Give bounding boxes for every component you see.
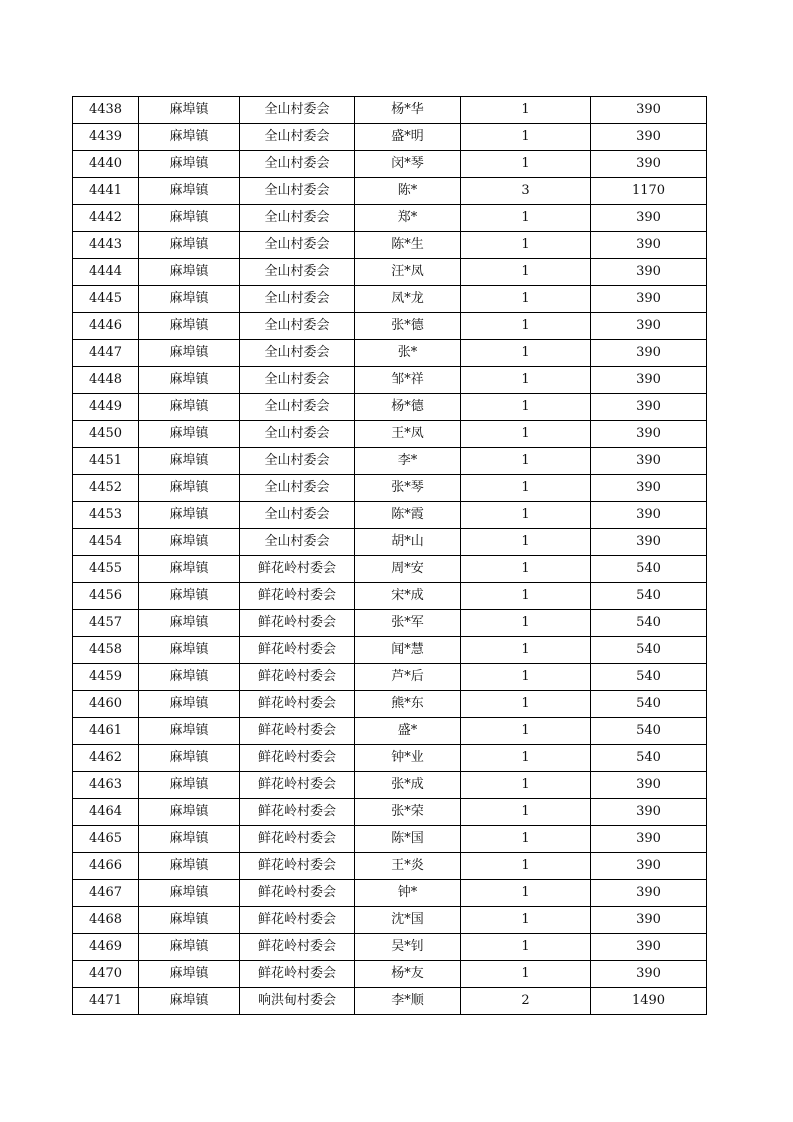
name-cell: 钟* xyxy=(355,880,461,907)
village-committee-cell: 鲜花岭村委会 xyxy=(240,637,355,664)
table-row xyxy=(73,691,707,718)
table-row xyxy=(73,529,707,556)
amount-cell: 540 xyxy=(591,556,707,583)
village-committee-cell: 全山村委会 xyxy=(240,313,355,340)
village-committee-cell: 全山村委会 xyxy=(240,448,355,475)
town-cell: 麻埠镇 xyxy=(139,475,240,502)
name-cell: 盛* xyxy=(355,718,461,745)
count-cell: 1 xyxy=(461,610,591,637)
amount-cell: 390 xyxy=(591,286,707,313)
village-committee-cell: 全山村委会 xyxy=(240,286,355,313)
village-committee-cell: 全山村委会 xyxy=(240,124,355,151)
row-number-cell: 4445 xyxy=(73,286,139,313)
row-number-cell: 4463 xyxy=(73,772,139,799)
name-cell: 杨*友 xyxy=(355,961,461,988)
name-cell: 李* xyxy=(355,448,461,475)
table-row xyxy=(73,286,707,313)
table-row xyxy=(73,745,707,772)
amount-cell: 540 xyxy=(591,583,707,610)
town-cell: 麻埠镇 xyxy=(139,799,240,826)
name-cell: 陈* xyxy=(355,178,461,205)
name-cell: 张*德 xyxy=(355,313,461,340)
name-cell: 凤*龙 xyxy=(355,286,461,313)
count-cell: 1 xyxy=(461,772,591,799)
amount-cell: 390 xyxy=(591,421,707,448)
amount-cell: 1170 xyxy=(591,178,707,205)
village-committee-cell: 全山村委会 xyxy=(240,232,355,259)
row-number-cell: 4455 xyxy=(73,556,139,583)
row-number-cell: 4446 xyxy=(73,313,139,340)
village-committee-cell: 鲜花岭村委会 xyxy=(240,880,355,907)
amount-cell: 390 xyxy=(591,394,707,421)
name-cell: 钟*业 xyxy=(355,745,461,772)
table-row xyxy=(73,232,707,259)
town-cell: 麻埠镇 xyxy=(139,610,240,637)
village-committee-cell: 全山村委会 xyxy=(240,394,355,421)
town-cell: 麻埠镇 xyxy=(139,124,240,151)
village-committee-cell: 全山村委会 xyxy=(240,502,355,529)
table-row xyxy=(73,961,707,988)
town-cell: 麻埠镇 xyxy=(139,745,240,772)
count-cell: 1 xyxy=(461,880,591,907)
table-row xyxy=(73,151,707,178)
table-row xyxy=(73,772,707,799)
count-cell: 1 xyxy=(461,556,591,583)
count-cell: 1 xyxy=(461,151,591,178)
row-number-cell: 4449 xyxy=(73,394,139,421)
village-committee-cell: 全山村委会 xyxy=(240,259,355,286)
row-number-cell: 4448 xyxy=(73,367,139,394)
row-number-cell: 4452 xyxy=(73,475,139,502)
row-number-cell: 4451 xyxy=(73,448,139,475)
count-cell: 1 xyxy=(461,961,591,988)
town-cell: 麻埠镇 xyxy=(139,178,240,205)
amount-cell: 390 xyxy=(591,313,707,340)
row-number-cell: 4468 xyxy=(73,907,139,934)
count-cell: 1 xyxy=(461,313,591,340)
town-cell: 麻埠镇 xyxy=(139,529,240,556)
table-row xyxy=(73,880,707,907)
village-committee-cell: 鲜花岭村委会 xyxy=(240,691,355,718)
town-cell: 麻埠镇 xyxy=(139,691,240,718)
amount-cell: 390 xyxy=(591,853,707,880)
name-cell: 郑* xyxy=(355,205,461,232)
row-number-cell: 4465 xyxy=(73,826,139,853)
count-cell: 1 xyxy=(461,475,591,502)
town-cell: 麻埠镇 xyxy=(139,151,240,178)
town-cell: 麻埠镇 xyxy=(139,772,240,799)
amount-cell: 390 xyxy=(591,448,707,475)
table-row xyxy=(73,610,707,637)
name-cell: 陈*生 xyxy=(355,232,461,259)
town-cell: 麻埠镇 xyxy=(139,232,240,259)
count-cell: 1 xyxy=(461,97,591,124)
village-committee-cell: 鲜花岭村委会 xyxy=(240,664,355,691)
row-number-cell: 4456 xyxy=(73,583,139,610)
amount-cell: 390 xyxy=(591,961,707,988)
village-committee-cell: 鲜花岭村委会 xyxy=(240,961,355,988)
village-committee-cell: 鲜花岭村委会 xyxy=(240,718,355,745)
count-cell: 1 xyxy=(461,583,591,610)
village-committee-cell: 全山村委会 xyxy=(240,367,355,394)
table-row xyxy=(73,340,707,367)
name-cell: 宋*成 xyxy=(355,583,461,610)
town-cell: 麻埠镇 xyxy=(139,313,240,340)
amount-cell: 540 xyxy=(591,637,707,664)
village-committee-cell: 鲜花岭村委会 xyxy=(240,745,355,772)
village-committee-cell: 全山村委会 xyxy=(240,421,355,448)
amount-cell: 390 xyxy=(591,259,707,286)
town-cell: 麻埠镇 xyxy=(139,583,240,610)
row-number-cell: 4459 xyxy=(73,664,139,691)
town-cell: 麻埠镇 xyxy=(139,502,240,529)
amount-cell: 540 xyxy=(591,664,707,691)
count-cell: 2 xyxy=(461,988,591,1015)
row-number-cell: 4444 xyxy=(73,259,139,286)
count-cell: 1 xyxy=(461,124,591,151)
name-cell: 沈*国 xyxy=(355,907,461,934)
amount-cell: 540 xyxy=(591,691,707,718)
amount-cell: 390 xyxy=(591,340,707,367)
amount-cell: 390 xyxy=(591,772,707,799)
amount-cell: 390 xyxy=(591,799,707,826)
table-row xyxy=(73,502,707,529)
count-cell: 3 xyxy=(461,178,591,205)
town-cell: 麻埠镇 xyxy=(139,718,240,745)
name-cell: 李*顺 xyxy=(355,988,461,1015)
row-number-cell: 4453 xyxy=(73,502,139,529)
amount-cell: 390 xyxy=(591,97,707,124)
count-cell: 1 xyxy=(461,529,591,556)
amount-cell: 540 xyxy=(591,745,707,772)
count-cell: 1 xyxy=(461,637,591,664)
town-cell: 麻埠镇 xyxy=(139,421,240,448)
amount-cell: 390 xyxy=(591,907,707,934)
row-number-cell: 4450 xyxy=(73,421,139,448)
count-cell: 1 xyxy=(461,286,591,313)
name-cell: 邹*祥 xyxy=(355,367,461,394)
count-cell: 1 xyxy=(461,340,591,367)
table-row xyxy=(73,799,707,826)
name-cell: 胡*山 xyxy=(355,529,461,556)
count-cell: 1 xyxy=(461,448,591,475)
row-number-cell: 4440 xyxy=(73,151,139,178)
count-cell: 1 xyxy=(461,394,591,421)
row-number-cell: 4458 xyxy=(73,637,139,664)
village-committee-cell: 鲜花岭村委会 xyxy=(240,799,355,826)
table-row xyxy=(73,853,707,880)
row-number-cell: 4447 xyxy=(73,340,139,367)
table-row xyxy=(73,718,707,745)
table-row xyxy=(73,556,707,583)
village-committee-cell: 全山村委会 xyxy=(240,205,355,232)
amount-cell: 390 xyxy=(591,475,707,502)
name-cell: 陈*国 xyxy=(355,826,461,853)
town-cell: 麻埠镇 xyxy=(139,961,240,988)
amount-cell: 1490 xyxy=(591,988,707,1015)
amount-cell: 390 xyxy=(591,934,707,961)
amount-cell: 540 xyxy=(591,610,707,637)
table-row xyxy=(73,97,707,124)
town-cell: 麻埠镇 xyxy=(139,556,240,583)
name-cell: 杨*华 xyxy=(355,97,461,124)
village-committee-cell: 全山村委会 xyxy=(240,178,355,205)
count-cell: 1 xyxy=(461,205,591,232)
name-cell: 汪*凤 xyxy=(355,259,461,286)
town-cell: 麻埠镇 xyxy=(139,340,240,367)
count-cell: 1 xyxy=(461,934,591,961)
village-committee-cell: 全山村委会 xyxy=(240,340,355,367)
count-cell: 1 xyxy=(461,745,591,772)
row-number-cell: 4460 xyxy=(73,691,139,718)
name-cell: 张*琴 xyxy=(355,475,461,502)
count-cell: 1 xyxy=(461,691,591,718)
row-number-cell: 4470 xyxy=(73,961,139,988)
name-cell: 闻*慧 xyxy=(355,637,461,664)
table-row xyxy=(73,475,707,502)
table-row xyxy=(73,826,707,853)
table-body xyxy=(73,97,707,1015)
table-row xyxy=(73,421,707,448)
name-cell: 陈*霞 xyxy=(355,502,461,529)
village-committee-cell: 全山村委会 xyxy=(240,97,355,124)
name-cell: 吴*钊 xyxy=(355,934,461,961)
row-number-cell: 4461 xyxy=(73,718,139,745)
table-row xyxy=(73,907,707,934)
amount-cell: 390 xyxy=(591,232,707,259)
village-committee-cell: 全山村委会 xyxy=(240,475,355,502)
town-cell: 麻埠镇 xyxy=(139,826,240,853)
table-row xyxy=(73,637,707,664)
row-number-cell: 4471 xyxy=(73,988,139,1015)
name-cell: 杨*德 xyxy=(355,394,461,421)
row-number-cell: 4443 xyxy=(73,232,139,259)
count-cell: 1 xyxy=(461,799,591,826)
amount-cell: 540 xyxy=(591,718,707,745)
amount-cell: 390 xyxy=(591,826,707,853)
amount-cell: 390 xyxy=(591,151,707,178)
town-cell: 麻埠镇 xyxy=(139,286,240,313)
row-number-cell: 4438 xyxy=(73,97,139,124)
count-cell: 1 xyxy=(461,232,591,259)
count-cell: 1 xyxy=(461,421,591,448)
town-cell: 麻埠镇 xyxy=(139,205,240,232)
count-cell: 1 xyxy=(461,853,591,880)
town-cell: 麻埠镇 xyxy=(139,448,240,475)
table-row xyxy=(73,124,707,151)
amount-cell: 390 xyxy=(591,502,707,529)
name-cell: 张*军 xyxy=(355,610,461,637)
table-row xyxy=(73,448,707,475)
town-cell: 麻埠镇 xyxy=(139,664,240,691)
table-row xyxy=(73,178,707,205)
count-cell: 1 xyxy=(461,907,591,934)
count-cell: 1 xyxy=(461,259,591,286)
village-committee-cell: 全山村委会 xyxy=(240,529,355,556)
table-row xyxy=(73,664,707,691)
town-cell: 麻埠镇 xyxy=(139,988,240,1015)
name-cell: 芦*后 xyxy=(355,664,461,691)
town-cell: 麻埠镇 xyxy=(139,367,240,394)
table-row xyxy=(73,367,707,394)
count-cell: 1 xyxy=(461,664,591,691)
village-committee-cell: 全山村委会 xyxy=(240,151,355,178)
town-cell: 麻埠镇 xyxy=(139,880,240,907)
village-committee-cell: 鲜花岭村委会 xyxy=(240,853,355,880)
row-number-cell: 4467 xyxy=(73,880,139,907)
row-number-cell: 4457 xyxy=(73,610,139,637)
village-committee-cell: 响洪甸村委会 xyxy=(240,988,355,1015)
village-committee-cell: 鲜花岭村委会 xyxy=(240,934,355,961)
name-cell: 张*荣 xyxy=(355,799,461,826)
table-row xyxy=(73,205,707,232)
count-cell: 1 xyxy=(461,718,591,745)
row-number-cell: 4462 xyxy=(73,745,139,772)
name-cell: 王*凤 xyxy=(355,421,461,448)
row-number-cell: 4454 xyxy=(73,529,139,556)
count-cell: 1 xyxy=(461,502,591,529)
row-number-cell: 4466 xyxy=(73,853,139,880)
town-cell: 麻埠镇 xyxy=(139,97,240,124)
village-committee-cell: 鲜花岭村委会 xyxy=(240,610,355,637)
town-cell: 麻埠镇 xyxy=(139,934,240,961)
table-row xyxy=(73,259,707,286)
village-committee-cell: 鲜花岭村委会 xyxy=(240,772,355,799)
name-cell: 张* xyxy=(355,340,461,367)
name-cell: 王*炎 xyxy=(355,853,461,880)
amount-cell: 390 xyxy=(591,124,707,151)
town-cell: 麻埠镇 xyxy=(139,637,240,664)
row-number-cell: 4439 xyxy=(73,124,139,151)
table-row xyxy=(73,583,707,610)
table-row xyxy=(73,934,707,961)
amount-cell: 390 xyxy=(591,205,707,232)
count-cell: 1 xyxy=(461,367,591,394)
data-table xyxy=(72,96,707,1015)
name-cell: 闵*琴 xyxy=(355,151,461,178)
name-cell: 盛*明 xyxy=(355,124,461,151)
amount-cell: 390 xyxy=(591,367,707,394)
village-committee-cell: 鲜花岭村委会 xyxy=(240,907,355,934)
name-cell: 周*安 xyxy=(355,556,461,583)
name-cell: 张*成 xyxy=(355,772,461,799)
row-number-cell: 4464 xyxy=(73,799,139,826)
row-number-cell: 4441 xyxy=(73,178,139,205)
village-committee-cell: 鲜花岭村委会 xyxy=(240,583,355,610)
row-number-cell: 4442 xyxy=(73,205,139,232)
amount-cell: 390 xyxy=(591,529,707,556)
town-cell: 麻埠镇 xyxy=(139,907,240,934)
table-row xyxy=(73,988,707,1015)
name-cell: 熊*东 xyxy=(355,691,461,718)
town-cell: 麻埠镇 xyxy=(139,853,240,880)
row-number-cell: 4469 xyxy=(73,934,139,961)
town-cell: 麻埠镇 xyxy=(139,394,240,421)
count-cell: 1 xyxy=(461,826,591,853)
table-row xyxy=(73,313,707,340)
table-row xyxy=(73,394,707,421)
village-committee-cell: 鲜花岭村委会 xyxy=(240,826,355,853)
village-committee-cell: 鲜花岭村委会 xyxy=(240,556,355,583)
town-cell: 麻埠镇 xyxy=(139,259,240,286)
amount-cell: 390 xyxy=(591,880,707,907)
